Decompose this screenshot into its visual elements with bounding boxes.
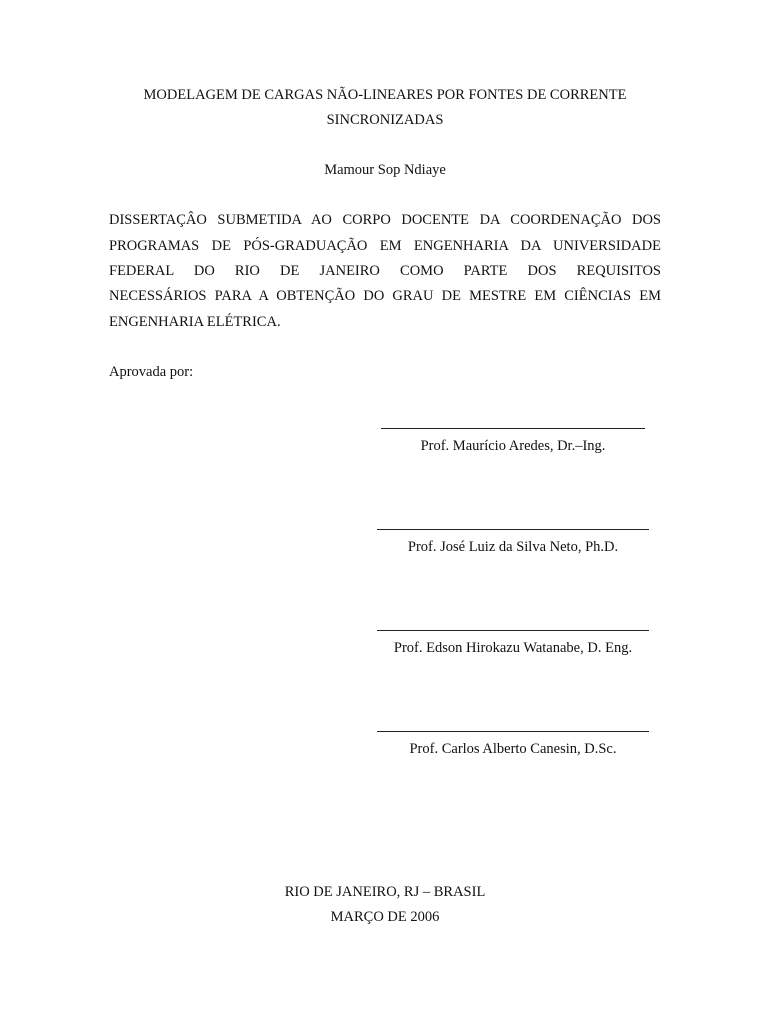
statement-line-1: DISSERTAÇÂO SUBMETIDA AO CORPO DOCENTE DA COORDENAÇÃO DOS — [109, 212, 661, 228]
signature-line — [381, 428, 645, 429]
signature-block — [363, 428, 663, 455]
examiner-name: Prof. Edson Hirokazu Watanabe, D. Eng. — [393, 640, 633, 656]
statement-line-4: NECESSÁRIOS PARA A OBTENÇÃO DO GRAU DE MESTRE EM CIÊNCIAS EM — [109, 288, 661, 304]
author-name: Mamour Sop Ndiaye — [324, 162, 446, 178]
signature-block — [363, 630, 663, 657]
approved-by-label: Aprovada por: — [109, 364, 194, 380]
examiner-name: Prof. Carlos Alberto Canesin, D.Sc. — [409, 741, 617, 757]
examiner-name: Prof. Maurício Aredes, Dr.–Ing. — [420, 438, 606, 454]
signature-line — [377, 630, 649, 631]
signature-line — [377, 529, 649, 530]
signature-block — [363, 529, 663, 556]
examiner-name: Prof. José Luiz da Silva Neto, Ph.D. — [407, 539, 619, 555]
statement-line-2: PROGRAMAS DE PÓS-GRADUAÇÃO EM ENGENHARIA DA UNIVERSIDADE — [109, 238, 661, 254]
statement-line-5: ENGENHARIA ELÉTRICA. — [109, 314, 281, 330]
title-line-1: MODELAGEM DE CARGAS NÃO-LINEARES POR FONTES DE CORRENTE — [143, 87, 627, 103]
statement-line-3: FEDERAL DO RIO DE JANEIRO COMO PARTE DOS REQUISITOS — [109, 263, 661, 279]
footer-date: MARÇO DE 2006 — [330, 909, 440, 925]
title-line-2: SINCRONIZADAS — [326, 112, 444, 128]
footer-place: RIO DE JANEIRO, RJ – BRASIL — [284, 884, 486, 900]
signature-block — [363, 731, 663, 758]
signature-line — [377, 731, 649, 732]
